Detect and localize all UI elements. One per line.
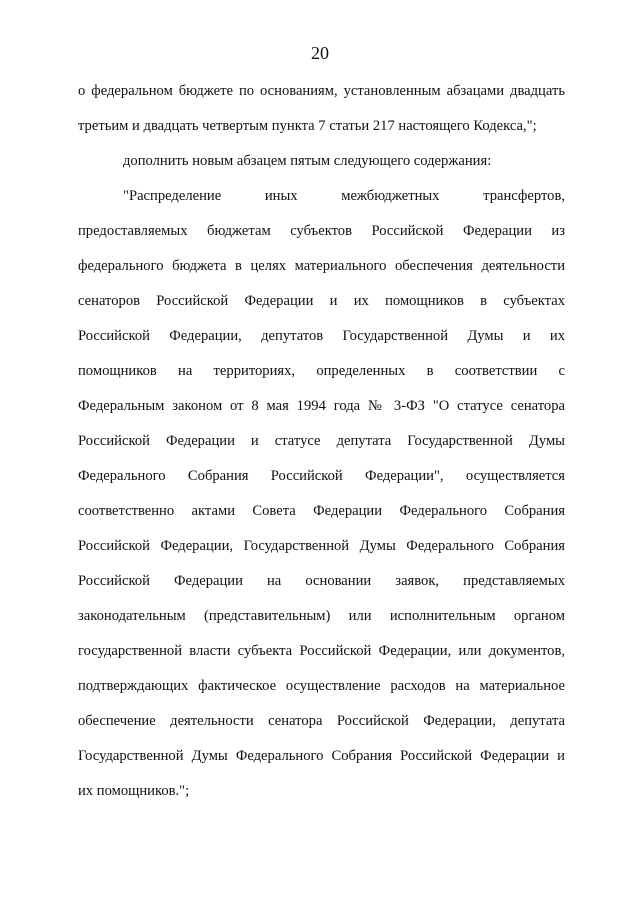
text-line: обеспечение деятельности сенатора Российской Федерации, депутата: [78, 713, 565, 729]
text-line: Федеральным законом от 8 мая 1994 года № 3-ФЗ "О статусе сенатора: [78, 398, 565, 414]
text-line: соответственно актами Совета Федерации Федерального Собрания: [78, 503, 565, 519]
text-line: "Распределение иных межбюджетных трансфертов,: [123, 188, 565, 204]
text-line: предоставляемых бюджетам субъектов Российской Федерации из: [78, 223, 565, 239]
document-body: [78, 80, 565, 815]
text-line: о федеральном бюджете по основаниям, установленным абзацами двадцать: [78, 83, 565, 99]
text-line: Федерального Собрания Российской Федерации", осуществляется: [78, 468, 565, 484]
page-number: 20: [311, 43, 329, 63]
text-line: помощников на территориях, определенных в соответствии с: [78, 363, 565, 379]
text-line: Российской Федерации на основании заявок, представляемых: [78, 573, 565, 589]
text-line: третьим и двадцать четвертым пункта 7 статьи 217 настоящего Кодекса,";: [78, 118, 537, 134]
text-line: федерального бюджета в целях материального обеспечения деятельности: [78, 258, 565, 274]
text-line: подтверждающих фактическое осуществление расходов на материальное: [78, 678, 565, 694]
text-line: законодательным (представительным) или исполнительным органом: [78, 608, 565, 624]
text-line: Российской Федерации, депутатов Государственной Думы и их: [78, 328, 565, 344]
text-line: Российской Федерации и статусе депутата Государственной Думы: [78, 433, 565, 449]
text-line: Российской Федерации, Государственной Думы Федерального Собрания: [78, 538, 565, 554]
text-line: сенаторов Российской Федерации и их помощников в субъектах: [78, 293, 565, 309]
text-line: Государственной Думы Федерального Собрания Российской Федерации и: [78, 748, 565, 764]
text-line: их помощников.";: [78, 783, 190, 799]
text-line: дополнить новым абзацем пятым следующего содержания:: [123, 153, 492, 169]
text-line: государственной власти субъекта Российской Федерации, или документов,: [78, 643, 565, 659]
